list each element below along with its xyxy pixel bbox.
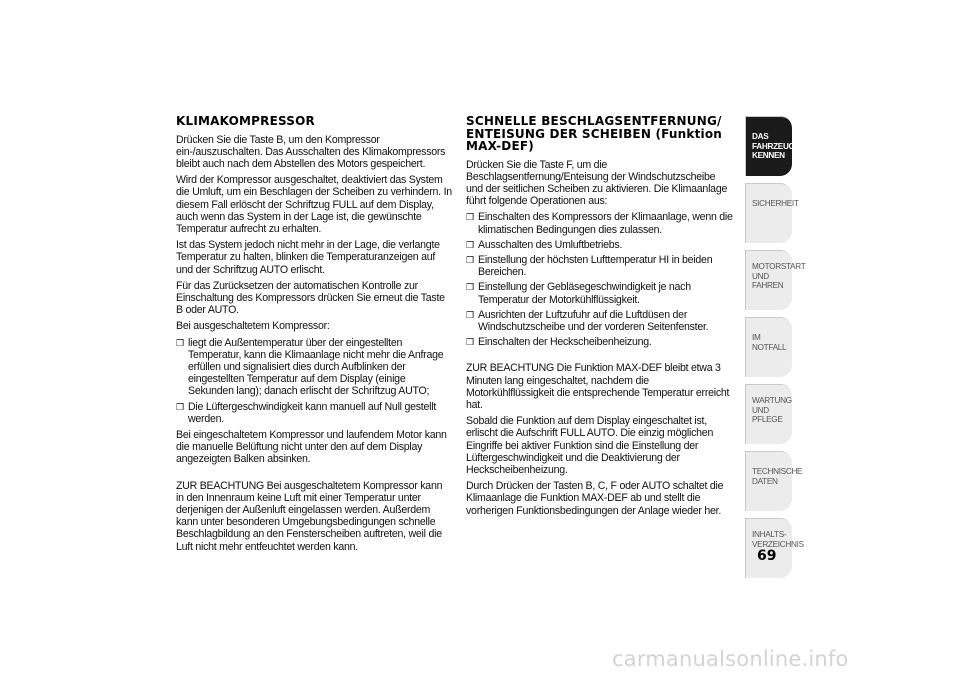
checkbox-bullet-icon: ❒ xyxy=(466,309,474,320)
left-column xyxy=(176,115,452,557)
tab-motorstart-und-fahren[interactable]: MOTORSTART UND FAHREN xyxy=(745,250,792,310)
list-item: ❒ Einschalten der Heckscheibenheizung. xyxy=(466,336,652,349)
tab-sicherheit[interactable]: SICHERHEIT xyxy=(745,183,792,243)
checkbox-bullet-icon: ❒ xyxy=(176,337,184,348)
list-item: ❒ Die Lüftergeschwindigkeit kann manuell auf Null gestellt werden. xyxy=(176,400,437,425)
note-paragraph: ZUR BEACHTUNG Die Funktion MAX-DEF bleibt etwa 3 Minuten lang eingeschaltet, nachdem die Motorkühlflüssigkeit die entsprechende Temperatur erreicht hat. xyxy=(466,362,730,411)
tab-technische-daten[interactable]: TECHNISCHE DATEN xyxy=(745,451,792,511)
list-item: ❒ Einstellung der höchsten Lufttemperatur HI in beiden Bereichen. xyxy=(466,253,713,279)
paragraph: Für das Zurücksetzen der automatischen Kontrolle zur Einschaltung des Kompressors drücken Sie erneut die Taste B oder AUTO. xyxy=(176,279,445,317)
tab-im-notfall[interactable]: IM NOTFALL xyxy=(745,317,792,377)
checkbox-bullet-icon: ❒ xyxy=(466,212,474,223)
page-number: 69 xyxy=(757,548,777,564)
paragraph: Bei eingeschaltetem Kompressor und laufendem Motor kann die manuelle Belüftung nicht unter den auf dem Display angezeigten Balken absinken. xyxy=(176,428,447,466)
tab-das-fahrzeug-kennen[interactable]: DAS FAHRZEUG KENNEN xyxy=(745,116,792,176)
list-item: ❒ Einstellung der Gebläsegeschwindigkeit je nach Temperatur der Motorkühlflüssigkeit. xyxy=(466,281,691,306)
paragraph: Ist das System jedoch nicht mehr in der Lage, die verlangte Temperatur zu halten, blinken die Temperaturanzeigen auf und der Schriftzug AUTO erlischt. xyxy=(176,239,440,276)
paragraph: Bei ausgeschaltetem Kompressor: xyxy=(176,320,330,333)
checkbox-bullet-icon: ❒ xyxy=(176,401,184,412)
list-item: ❒ Ausrichten der Luftzufuhr auf die Luftdüsen der Windschutzscheibe und der vorderen Seitenfenster. xyxy=(466,308,709,333)
right-column xyxy=(466,115,734,521)
list-item: ❒ Ausschalten des Umluftbetriebs. xyxy=(466,238,623,251)
checkbox-bullet-icon: ❒ xyxy=(466,282,474,293)
chapter-tabs xyxy=(745,116,806,585)
paragraph: Durch Drücken der Tasten B, C, F oder AUTO schaltet die Klimaanlage die Funktion MAX-DEF ab und stellt die vorherigen Funktionsbedingungen der Anlage wieder her. xyxy=(466,480,724,517)
section-title-klimakompressor: KLIMAKOMPRESSOR xyxy=(176,114,315,128)
bullet-list xyxy=(466,211,734,348)
paragraph: Drücken Sie die Taste B, um den Kompressor ein-/auszuschalten. Das Ausschalten des Klimakompressors bleibt auch nach dem Abstellen des Motors gespeichert. xyxy=(176,133,446,170)
tab-wartung-und-pflege[interactable]: WARTUNG UND PFLEGE xyxy=(745,384,792,444)
section-title-max-def: SCHNELLE BESCHLAGSENTFERNUNG/ ENTEISUNG DER SCHEIBEN (Funktion MAX-DEF) xyxy=(466,114,723,153)
checkbox-bullet-icon: ❒ xyxy=(466,337,474,348)
paragraph: Sobald die Funktion auf dem Display eingeschaltet ist, erlischt die Aufschrift FULL AUTO. Die einzig möglichen Eingriffe bei aktiver Funktion sind die Einstellung der Lüftergeschwindigkeit und die Deaktivierung der Heckscheibenheizung. xyxy=(466,415,714,476)
checkbox-bullet-icon: ❒ xyxy=(466,254,474,265)
paragraph: Drücken Sie die Taste F, um die Beschlagsentfernung/Enteisung der Windschutzscheibe und der seitlichen Scheiben zu aktivieren. Die Klimaanlage führt folgende Operationen aus: xyxy=(466,158,728,208)
watermark: carmanualsonline.info xyxy=(612,647,849,671)
list-item: ❒ Einschalten des Kompressors der Klimaanlage, wenn die klimatischen Bedingungen dies zulassen. xyxy=(466,211,733,236)
tab-inhaltsverzeichnis[interactable]: INHALTS-VERZEICHNIS xyxy=(745,518,792,578)
paragraph: Wird der Kompressor ausgeschaltet, deaktiviert das System die Umluft, um ein Beschlagen der Scheiben zu verhindern. In diesem Fall erlöscht der Schriftzug FULL auf dem Display, auch wenn das System in der Lage ist, die gewünschte Temperatur aufrecht zu erhalten. xyxy=(176,174,452,235)
note-paragraph: ZUR BEACHTUNG Bei ausgeschaltetem Kompressor kann in den Innenraum keine Luft mit einer Temperatur unter derjenigen der Außenluft eingelassen werden. Außerdem kann unter besonderen Umgebungsbedingungen schnelle Beschlagbildung an den Fensterscheiben auftreten, weil die Luft nicht mehr entfeuchtet werden kann. xyxy=(176,479,443,553)
bullet-list xyxy=(176,337,452,425)
list-item: ❒ liegt die Außentemperatur über der eingestellten Temperatur, kann die Klimaanlage nicht mehr die Anfrage erfüllen und signalisiert dies durch Aufblinken der eingestellten Temperatur auf dem Display (einige Sekunden lang); danach erlischt der Schriftzug AUTO; xyxy=(176,336,444,398)
checkbox-bullet-icon: ❒ xyxy=(466,239,474,250)
